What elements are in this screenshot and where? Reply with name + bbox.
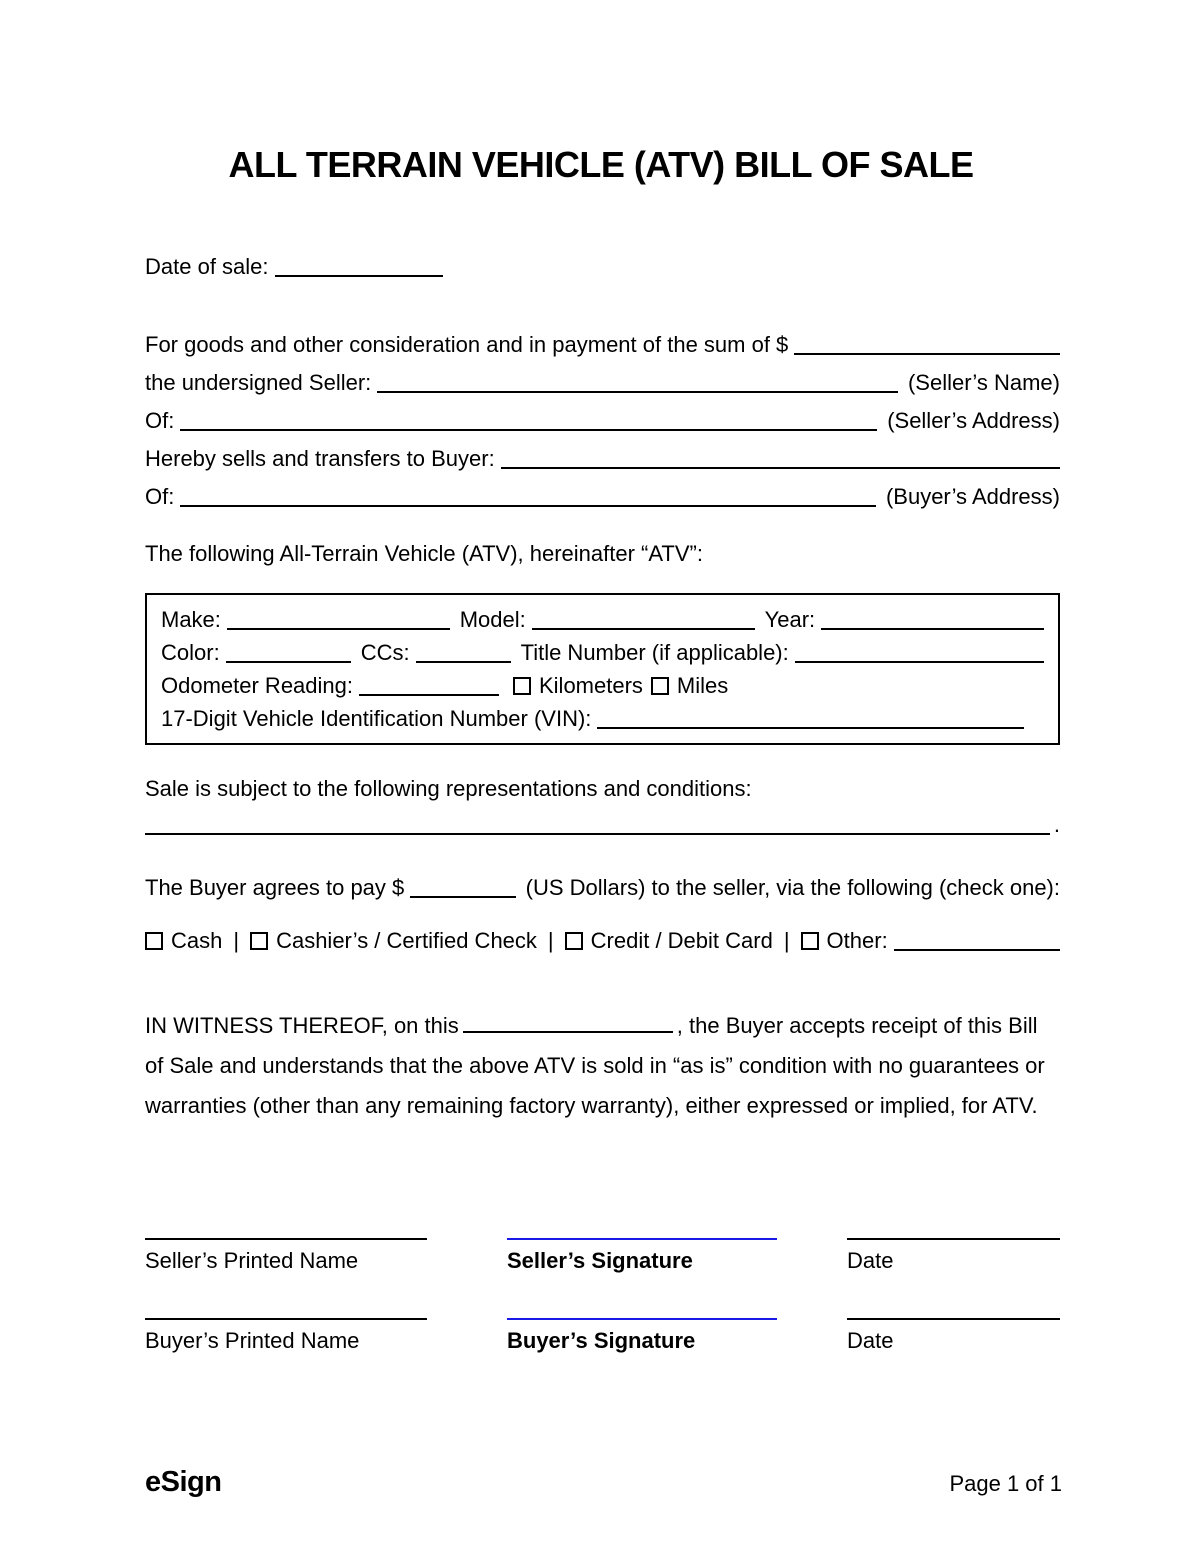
seller-name-row [145, 364, 1060, 402]
conditions-line-row [145, 806, 1060, 844]
of-label: Of: [145, 408, 175, 433]
kilometers-label: Kilometers [539, 673, 643, 698]
signature-section [145, 1238, 1060, 1354]
cashiers-check-label: Cashier’s / Certified Check [276, 928, 537, 953]
atv-intro-row [145, 540, 1060, 567]
payment-options-row [145, 927, 1060, 954]
year-label: Year: [764, 607, 816, 632]
sum-amount-field[interactable] [794, 352, 1060, 355]
conditions-intro-label: Sale is subject to the following representations and conditions: [145, 776, 752, 801]
buyer-printed-name-line[interactable] [145, 1318, 427, 1320]
buyer-signature-block [507, 1318, 777, 1354]
atv-intro-label: The following All-Terrain Vehicle (ATV), hereinafter “ATV”: [145, 541, 703, 566]
seller-address-note: (Seller’s Address) [887, 408, 1060, 433]
buyer-date-line[interactable] [847, 1318, 1060, 1320]
cashiers-check-checkbox[interactable] [250, 932, 268, 950]
seller-name-field[interactable] [377, 390, 898, 393]
option-separator: | [233, 928, 240, 953]
model-field[interactable] [532, 627, 755, 630]
payment-suffix-label: (US Dollars) to the seller, via the following (check one): [525, 875, 1060, 900]
make-field[interactable] [227, 627, 450, 630]
page-title: ALL TERRAIN VEHICLE (ATV) BILL OF SALE [228, 144, 974, 185]
buyer-address-row [145, 478, 1060, 516]
buyer-signature-label: Buyer’s Signature [507, 1328, 696, 1353]
page-footer [145, 1466, 1062, 1499]
seller-name-note: (Seller’s Name) [907, 370, 1060, 395]
seller-address-row [145, 402, 1060, 440]
of-label: Of: [145, 484, 175, 509]
year-field[interactable] [821, 627, 1044, 630]
color-field[interactable] [226, 660, 351, 663]
vin-field[interactable] [597, 726, 1024, 729]
ccs-label: CCs: [360, 640, 410, 665]
buyer-address-note: (Buyer’s Address) [885, 484, 1060, 509]
document-body [0, 253, 1202, 1354]
model-label: Model: [459, 607, 526, 632]
color-ccs-title-row [161, 636, 1044, 669]
seller-signature-label: Seller’s Signature [507, 1248, 693, 1273]
title-number-label: Title Number (if applicable): [520, 640, 789, 665]
credit-debit-checkbox[interactable] [565, 932, 583, 950]
seller-date-label: Date [847, 1248, 894, 1273]
sum-row [145, 326, 1060, 364]
seller-printed-name-block [145, 1238, 427, 1274]
other-checkbox[interactable] [801, 932, 819, 950]
miles-label: Miles [676, 673, 729, 698]
buyer-line-label: Hereby sells and transfers to Buyer: [145, 446, 495, 471]
buyer-signature-line[interactable] [507, 1318, 777, 1320]
date-of-sale-row [145, 253, 1060, 280]
title-number-field[interactable] [795, 660, 1044, 663]
make-model-year-row [161, 603, 1044, 636]
payment-prefix-label: The Buyer agrees to pay $ [145, 875, 405, 900]
conditions-intro-row [145, 775, 1060, 802]
seller-date-line[interactable] [847, 1238, 1060, 1240]
cash-label: Cash [171, 928, 223, 953]
other-label: Other: [826, 928, 888, 953]
seller-signature-line[interactable] [507, 1238, 777, 1240]
buyer-address-field[interactable] [180, 504, 876, 507]
make-label: Make: [161, 607, 221, 632]
buyer-date-label: Date [847, 1328, 894, 1353]
esign-logo: eSign [145, 1466, 222, 1498]
credit-debit-label: Credit / Debit Card [590, 928, 773, 953]
witness-prefix-text: IN WITNESS THEREOF, on this [145, 1013, 459, 1038]
witness-paragraph [145, 1006, 1060, 1126]
buyer-name-field[interactable] [501, 466, 1060, 469]
payment-amount-field[interactable] [410, 895, 515, 898]
ccs-field[interactable] [416, 660, 511, 663]
witness-suffix-text: , the Buyer accepts receipt of this Bill of Sale and understands that the above ATV is sold in “as is” condition with no guarantees or warranties (other than any remaining factory warranty), either expressed or implied, for ATV. [145, 1013, 1045, 1118]
vin-label: 17-Digit Vehicle Identification Number (VIN): [161, 706, 592, 731]
date-of-sale-field[interactable] [275, 274, 443, 277]
conditions-period: . [1053, 812, 1060, 837]
vehicle-details-box [145, 593, 1060, 745]
consideration-prefix-label: For goods and other consideration and in payment of the sum of $ [145, 332, 789, 357]
seller-printed-name-line[interactable] [145, 1238, 427, 1240]
seller-line-label: the undersigned Seller: [145, 370, 372, 395]
witness-date-field[interactable] [463, 1031, 673, 1033]
odometer-field[interactable] [359, 693, 499, 696]
consideration-paragraph [145, 326, 1060, 516]
kilometers-checkbox[interactable] [513, 677, 531, 695]
buyer-printed-name-block [145, 1318, 427, 1354]
conditions-field[interactable] [145, 832, 1050, 835]
buyer-name-row [145, 440, 1060, 478]
option-separator: | [547, 928, 554, 953]
seller-printed-name-label: Seller’s Printed Name [145, 1248, 359, 1273]
page-number: Page 1 of 1 [949, 1471, 1062, 1496]
seller-signature-row [145, 1238, 1060, 1274]
payment-amount-row [145, 874, 1060, 901]
vin-row [161, 702, 1044, 735]
odometer-label: Odometer Reading: [161, 673, 353, 698]
other-field[interactable] [894, 948, 1060, 951]
color-label: Color: [161, 640, 220, 665]
buyer-date-block [847, 1318, 1060, 1354]
odometer-row [161, 669, 1044, 702]
date-of-sale-label: Date of sale: [145, 254, 269, 279]
buyer-signature-row [145, 1318, 1060, 1354]
seller-date-block [847, 1238, 1060, 1274]
cash-checkbox[interactable] [145, 932, 163, 950]
seller-signature-block [507, 1238, 777, 1274]
seller-address-field[interactable] [180, 428, 877, 431]
buyer-printed-name-label: Buyer’s Printed Name [145, 1328, 360, 1353]
option-separator: | [783, 928, 790, 953]
miles-checkbox[interactable] [651, 677, 669, 695]
